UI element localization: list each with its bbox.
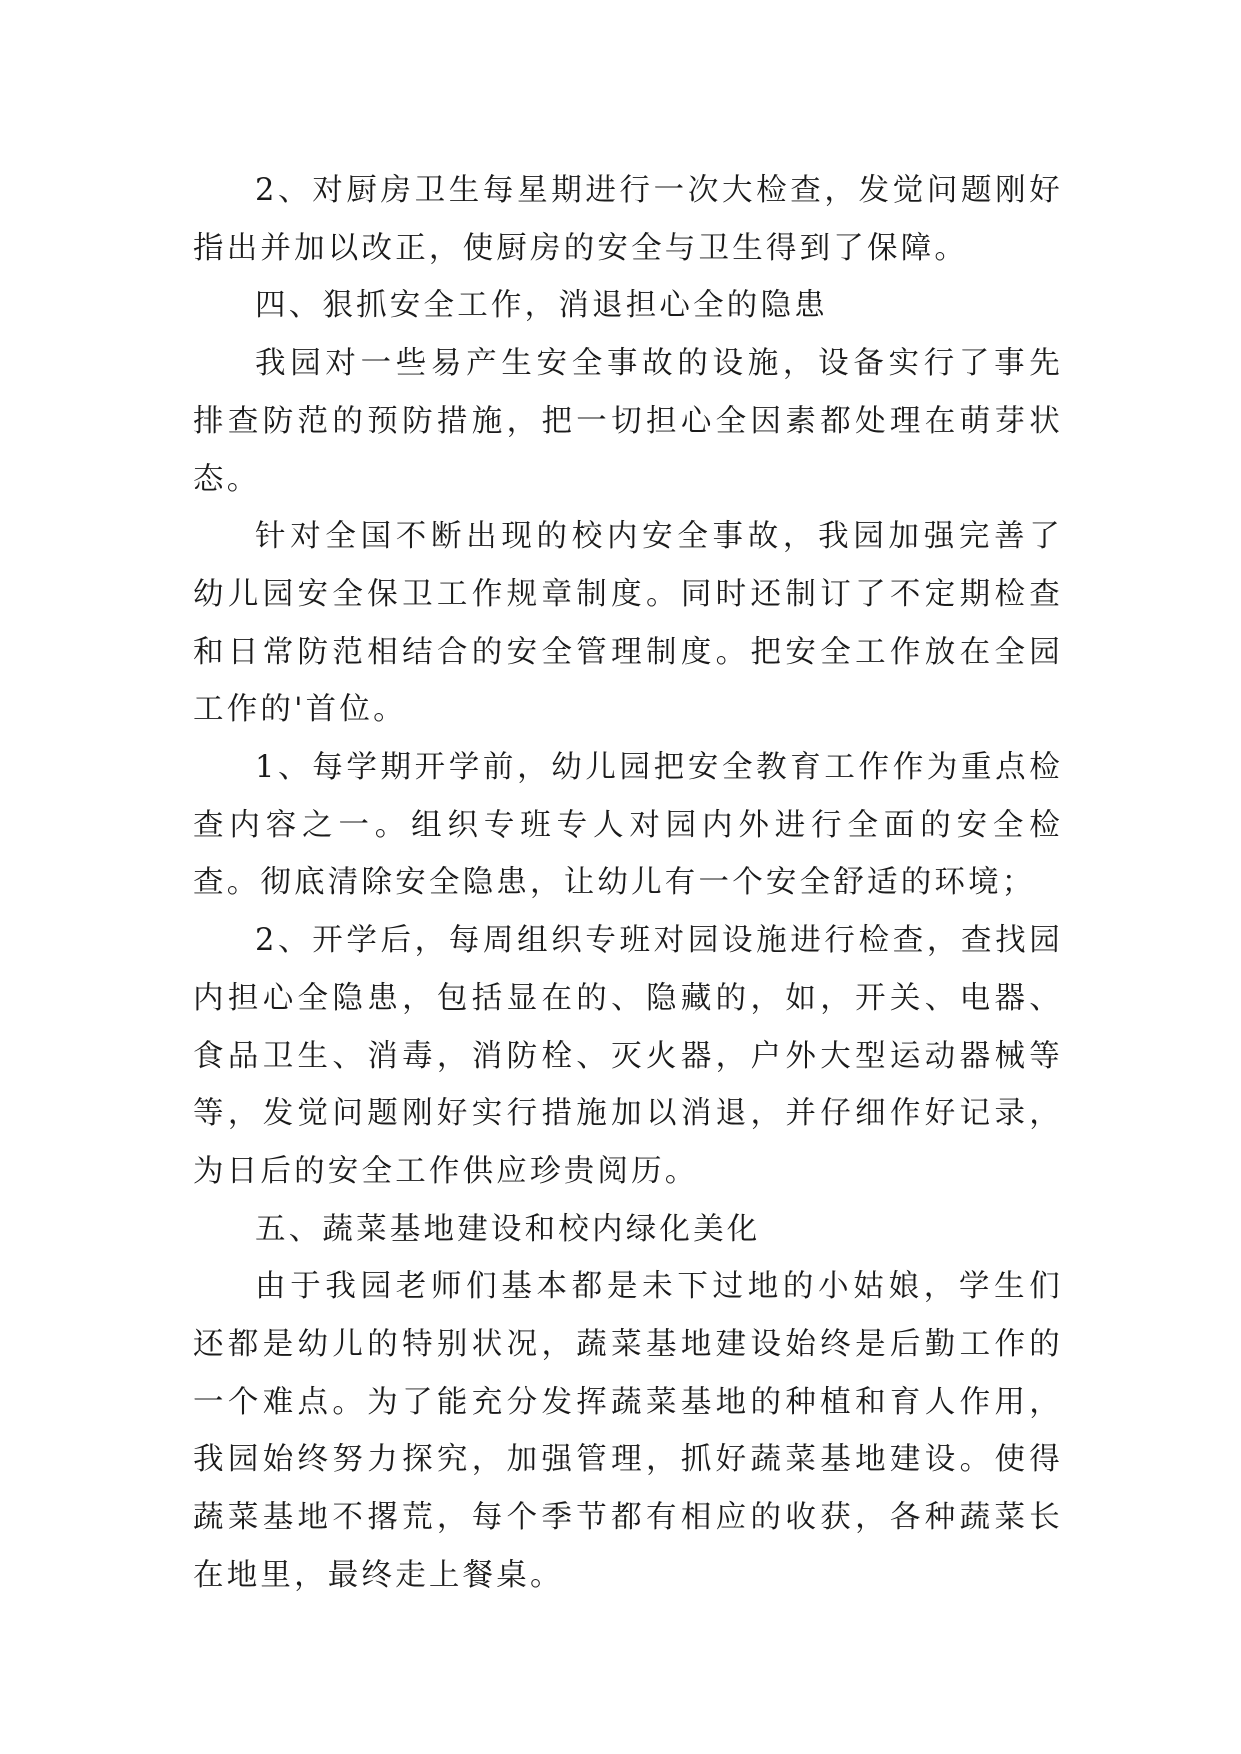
paragraph-safety-rules: 针对全国不断出现的校内安全事故，我园加强完善了幼儿园安全保卫工作规章制度。同时还制订了不定期检查和日常防范相结合的安全管理制度。把安全工作放在全园工作的'首位。 (193, 519, 1063, 728)
paragraph-prevention: 我园对一些易产生安全事故的设施，设备实行了事先排查防范的预防措施，把一切担心全因素都处理在萌芽状态。 (193, 346, 1063, 497)
section-heading-safety: 四、狠抓安全工作，消退担心全的隐患 (255, 288, 828, 324)
section-heading-vegetable-base: 五、蔬菜基地建设和校内绿化美化 (255, 1211, 761, 1247)
paragraph-term-start-check: 1、每学期开学前，幼儿园把安全教育工作作为重点检查内容之一。组织专班专人对园内外进行全面的安全检查。彻底清除安全隐患，让幼儿有一个安全舒适的环境； (193, 750, 1063, 901)
paragraph-weekly-check: 2、开学后，每周组织专班对园设施进行检查，查找园内担心全隐患，包括显在的、隐藏的，如，开关、电器、食品卫生、消毒，消防栓、灭火器，户外大型运动器械等等，发觉问题刚好实行措施加以消退，并仔细作好记录，为日后的安全工作供应珍贵阅历。 (193, 923, 1063, 1189)
paragraph-kitchen-inspection: 2、对厨房卫生每星期进行一次大检查，发觉问题刚好指出并加以改正，使厨房的安全与卫生得到了保障。 (193, 173, 1063, 266)
document-body (193, 162, 1063, 1605)
paragraph-vegetable-base: 由于我园老师们基本都是未下过地的小姑娘，学生们还都是幼儿的特别状况，蔬菜基地建设始终是后勤工作的一个难点。为了能充分发挥蔬菜基地的种植和育人作用，我园始终努力探究，加强管理，抓好蔬菜基地建设。使得蔬菜基地不撂荒，每个季节都有相应的收获，各种蔬菜长在地里，最终走上餐桌。 (193, 1269, 1063, 1593)
